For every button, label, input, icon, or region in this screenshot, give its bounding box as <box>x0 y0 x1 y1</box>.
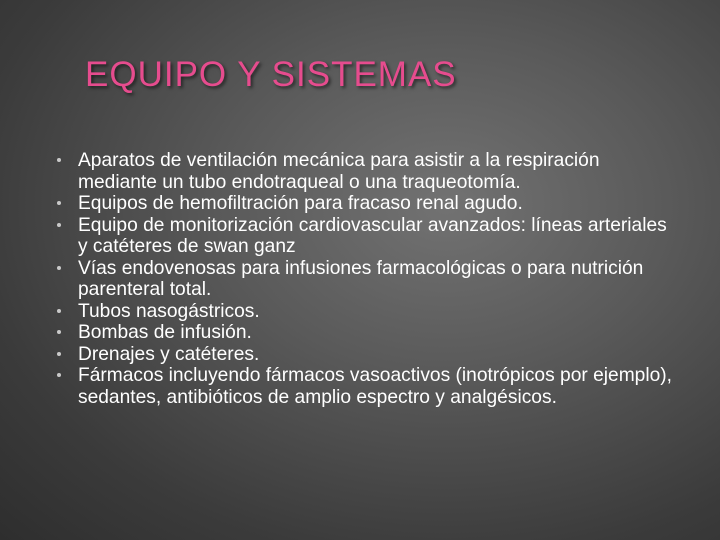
bullet-icon <box>57 330 61 334</box>
bullet-text: Tubos nasogástricos. <box>78 300 260 322</box>
bullet-icon <box>57 223 61 227</box>
bullet-icon <box>57 309 61 313</box>
bullet-item <box>78 322 678 344</box>
bullet-item <box>78 215 678 258</box>
bullet-text: Drenajes y catéteres. <box>78 343 260 365</box>
bullet-icon <box>57 158 61 162</box>
bullet-text: Equipos de hemofiltración para fracaso renal agudo. <box>78 193 523 214</box>
bullet-text: Aparatos de ventilación mecánica para asistir a la respiración mediante un tubo endotraqueal o una traqueotomía. <box>78 150 600 193</box>
bullet-text: Equipo de monitorización cardiovascular avanzados: líneas arteriales y catéteres de swan ganz <box>78 214 667 257</box>
bullet-text: Vías endovenosas para infusiones farmacológicas o para nutrición parenteral total. <box>78 257 644 300</box>
bullet-item <box>78 193 678 215</box>
bullet-icon <box>57 266 61 270</box>
bullet-icon <box>57 352 61 356</box>
bullet-icon <box>57 373 61 377</box>
slide-title: EQUIPO Y SISTEMAS <box>85 55 457 94</box>
bullet-item <box>78 344 678 366</box>
bullet-text: Fármacos incluyendo fármacos vasoactivos (inotrópicos por ejemplo), sedantes, antibióticos de amplio espectro y analgésicos. <box>78 365 672 408</box>
bullet-icon <box>57 201 61 205</box>
bullet-text: Bombas de infusión. <box>78 322 252 343</box>
bullet-item <box>78 301 678 323</box>
bullet-item <box>78 365 678 408</box>
bullet-list <box>78 150 678 408</box>
bullet-item <box>78 150 678 193</box>
bullet-item <box>78 258 678 301</box>
